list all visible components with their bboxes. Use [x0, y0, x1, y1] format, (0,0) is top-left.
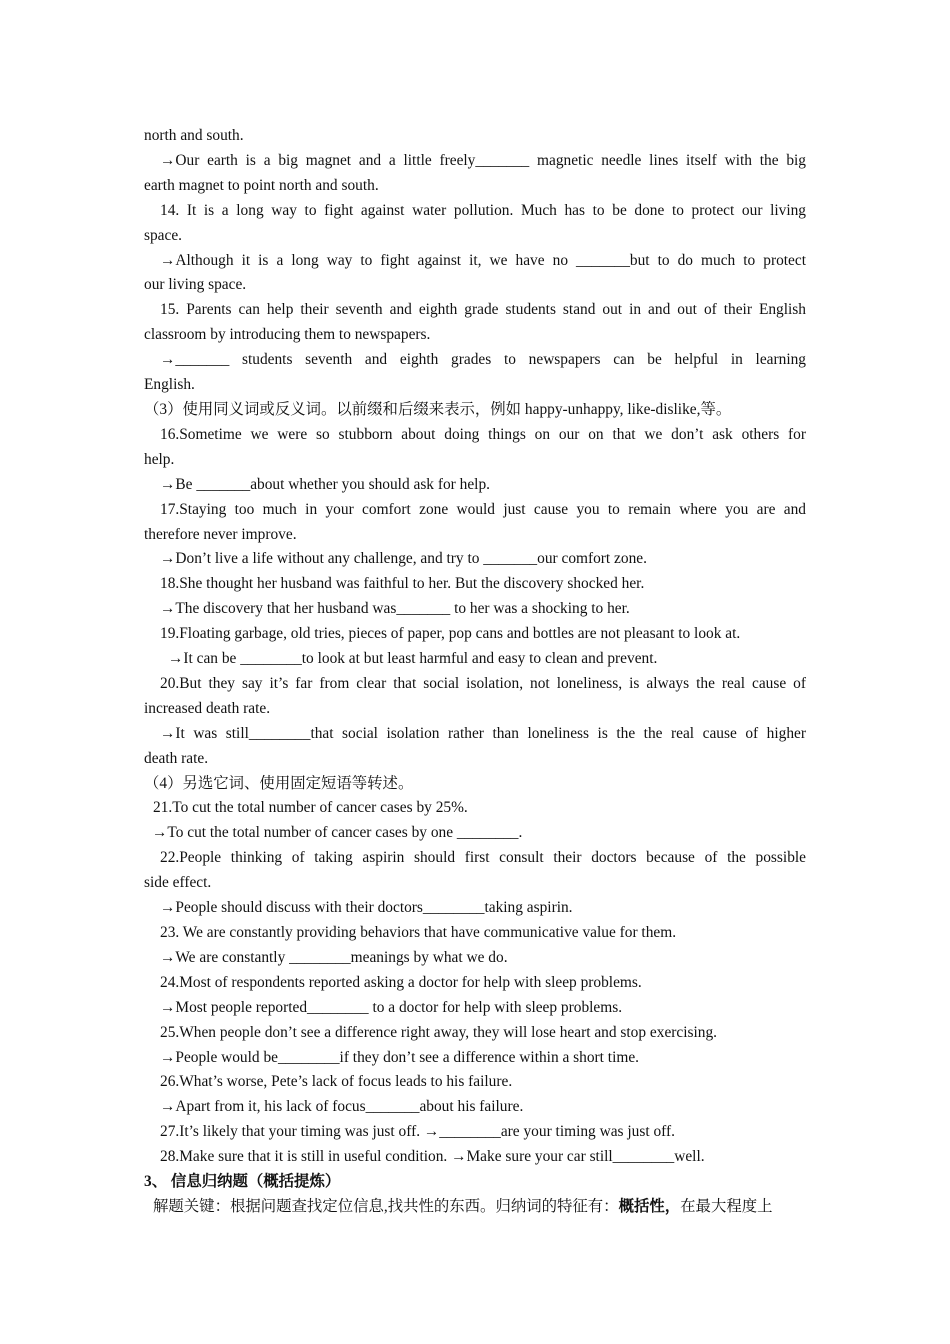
- text-span: 解题关键：根据问题查找定位信息,找共性的东西。归纳词的特征有：: [153, 1197, 619, 1215]
- section-heading: （4）另选它词、使用固定短语等转述。: [144, 774, 414, 792]
- section-heading: （3）使用同义词或反义词。以前缀和后缀来表示，例如 happy-unhappy, like-dislike,等。: [144, 400, 732, 418]
- text-line: →Apart from it, his lack of focus_______about his failure.: [160, 1098, 524, 1116]
- text-line: →To cut the total number of cancer cases by one ________.: [152, 824, 523, 842]
- text-line: →It was still________that social isolation rather than loneliness is the the real cause of higher: [160, 724, 806, 742]
- text-line: 17.Staying too much in your comfort zone would just cause you to remain where you are and: [160, 500, 806, 518]
- text-line: side effect.: [144, 874, 212, 892]
- text-line: therefore never improve.: [144, 525, 297, 543]
- text-line: →People would be________if they don’t see a difference within a short time.: [160, 1048, 639, 1066]
- text-line: →People should discuss with their doctors________taking aspirin.: [160, 899, 573, 917]
- text-line: 24.Most of respondents reported asking a doctor for help with sleep problems.: [160, 973, 642, 991]
- text-line: 26.What’s worse, Pete’s lack of focus leads to his failure.: [160, 1073, 513, 1091]
- text-line: 19.Floating garbage, old tries, pieces of paper, pop cans and bottles are not pleasant to look at.: [160, 625, 741, 643]
- text-line: 15. Parents can help their seventh and eighth grade students stand out in and out of their English: [160, 301, 806, 319]
- text-line: 20.But they say it’s far from clear that social isolation, not loneliness, is always the real cause of: [160, 674, 806, 692]
- text-line: →Be _______about whether you should ask for help.: [160, 475, 490, 493]
- text-line: north and south.: [144, 127, 244, 144]
- text-line: 21.To cut the total number of cancer cases by 25%.: [153, 799, 468, 817]
- document-body: [144, 124, 806, 1220]
- text-line: 18.She thought her husband was faithful to her. But the discovery shocked her.: [160, 575, 645, 593]
- text-line: 28.Make sure that it is still in useful condition. →Make sure your car still________well.: [160, 1148, 705, 1166]
- text-line: 27.It’s likely that your timing was just off. →________are your timing was just off.: [160, 1123, 675, 1141]
- text-line: [144, 1195, 806, 1220]
- text-line: classroom by introducing them to newspapers.: [144, 326, 431, 344]
- text-line: earth magnet to point north and south.: [144, 176, 379, 194]
- text-line: 23. We are constantly providing behaviors that have communicative value for them.: [160, 924, 677, 941]
- text-line: death rate.: [144, 749, 209, 767]
- text-line: space.: [144, 226, 183, 244]
- text-line: 14. It is a long way to fight against water pollution. Much has to be done to protect our living: [160, 201, 806, 219]
- text-line: →Our earth is a big magnet and a little freely_______ magnetic needle lines itself with the big: [160, 151, 806, 169]
- text-line: →Don’t live a life without any challenge, and try to _______our comfort zone.: [160, 550, 647, 568]
- text-line: →_______ students seventh and eighth grades to newspapers can be helpful in learning: [160, 351, 806, 369]
- section-heading: 3、 信息归纳题（概括提炼）: [144, 1173, 341, 1191]
- text-line: 25.When people don’t see a difference right away, they will lose heart and stop exercising.: [160, 1023, 718, 1041]
- text-line: increased death rate.: [144, 699, 271, 717]
- text-line: our living space.: [144, 276, 247, 294]
- text-line: →The discovery that her husband was_______ to her was a shocking to her.: [160, 600, 630, 618]
- text-line: →Although it is a long way to fight against it, we have no _______but to do much to protect: [160, 251, 806, 269]
- text-line: English.: [144, 376, 195, 394]
- text-span: 在最大程度上: [680, 1197, 773, 1215]
- text-line: help.: [144, 450, 175, 468]
- text-line: →Most people reported________ to a doctor for help with sleep problems.: [160, 998, 623, 1016]
- bold-term: 概括性，: [618, 1197, 681, 1215]
- text-line: 16.Sometime we were so stubborn about doing things on our on that we don’t ask others for: [160, 425, 806, 443]
- text-line: →It can be ________to look at but least harmful and easy to clean and prevent.: [168, 650, 658, 668]
- text-line: 22.People thinking of taking aspirin should first consult their doctors because of the possible: [160, 849, 806, 867]
- text-line: →We are constantly ________meanings by what we do.: [160, 948, 508, 966]
